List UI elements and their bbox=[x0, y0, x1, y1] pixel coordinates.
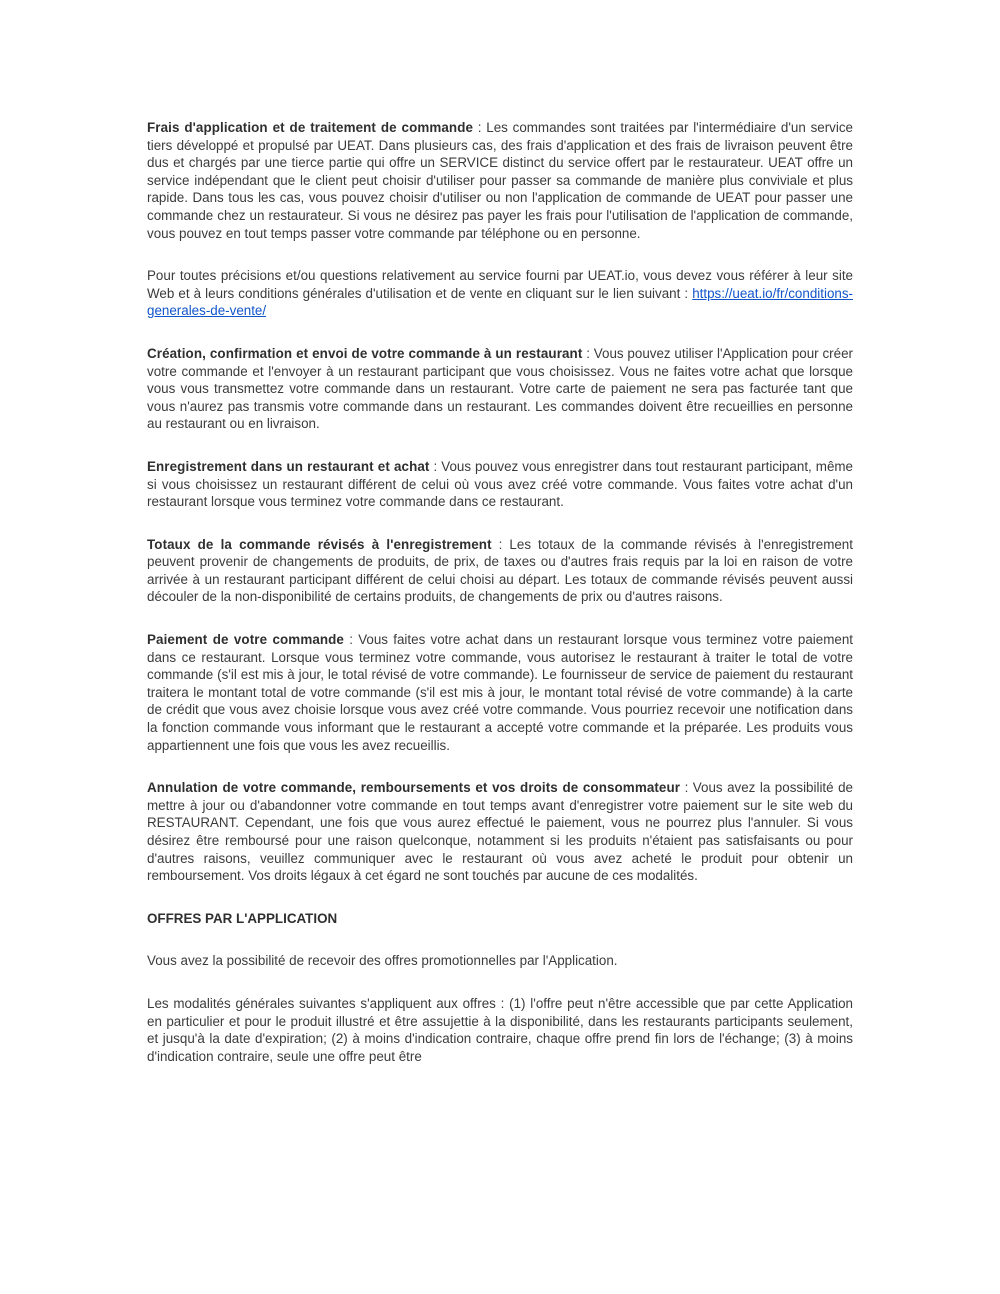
paragraph-lead-annulation-commande: Annulation de votre commande, remboursements et vos droits de consommateur bbox=[147, 780, 681, 796]
paragraph-creation-commande bbox=[147, 345, 853, 433]
paragraph-totaux-revises bbox=[147, 536, 853, 606]
paragraph-body-frais-application: : Les commandes sont traitées par l'intermédiaire d'un service tiers développé et propulsé par UEAT. Dans plusieurs cas, des frais d'application et des frais de livraison peuvent être dus et chargés par une tierce partie qui offre un SERVICE distinct du service offert par le restaurateur. UEAT offre un service indépendant que le client peut choisir d'utiliser pour passer sa commande de manière plus conviviale et plus rapide. Dans tous les cas, vous pouvez choisir d'utiliser ou non l'application de commande de UEAT pour passer une commande chez un restaurateur. Si vous ne désirez pas payer les frais pour l'utilisation de l'application de commande, vous pouvez en tout temps passer votre commande par téléphone ou en personne. bbox=[147, 120, 853, 241]
conditions-generales-link[interactable]: https://ueat.io/fr/conditions-generales-de-vente/ bbox=[147, 285, 853, 319]
section-heading-offres-application: OFFRES PAR L'APPLICATION bbox=[147, 910, 338, 926]
paragraph-paiement-commande bbox=[147, 631, 853, 754]
paragraph-lead-enregistrement-restaurant: Enregistrement dans un restaurant et achat bbox=[147, 458, 430, 474]
paragraph-body-precisions-ueat: Pour toutes précisions et/ou questions relativement au service fourni par UEAT.io, vous devez vous référer à leur site Web et à leurs conditions générales d'utilisation et de vente en cliquant sur le lien suivant : bbox=[147, 268, 853, 301]
paragraph-body-modalites-generales: Les modalités générales suivantes s'appliquent aux offres : (1) l'offre peut n'être accessible que par cette Application en particulier et pour le produit illustré et être assujettie à la disponibilité, dans les restaurants participants seulement, et jusqu'à la date d'expiration; (2) à moins d'indication contraire, chaque offre prend fin lors de l'échange; (3) à moins d'indication contraire, seule une offre peut être bbox=[147, 995, 853, 1064]
paragraph-lead-frais-application: Frais d'application et de traitement de commande bbox=[147, 120, 474, 135]
paragraph-body-paiement-commande: : Vous faites votre achat dans un restaurant lorsque vous terminez votre paiement dans ce restaurant. Lorsque vous terminez votre commande, vous autorisez le restaurant à traiter le total de votre commande (s'il est mis à jour, le total révisé de votre commande). Le fournisseur de service de paiement du restaurant traitera le montant total de votre commande (s'il est mis à jour, le montant total révisé de votre commande) à la carte de crédit que vous avez choisie lorsque vous avez créé votre commande. Vous pourriez recevoir une notification dans la fonction commande vous informant que le restaurant a accepté votre commande et la préparée. Les produits vous appartiennent une fois que vous les avez recueillis. bbox=[147, 632, 853, 753]
paragraph-body-totaux-revises: : Les totaux de la commande révisés à l'enregistrement peuvent provenir de changements de produits, de prix, de taxes ou d'autres frais requis par la loi en raison de votre arrivée à un restaurant participant différent de celui choisi au départ. Les totaux de commande révisés peuvent aussi découler de la non-disponibilité de certains produits, de changements de prix ou d'autres raisons. bbox=[147, 536, 853, 605]
paragraph-body-creation-commande: : Vous pouvez utiliser l'Application pour créer votre commande et l'envoyer à un restaurant participant que vous choisissez. Vous ne faites votre achat que lorsque vous vous transmettez votre commande dans un restaurant. Votre carte de paiement ne sera pas facturée tant que vous n'aurez pas transmis votre commande dans un restaurant. Les commandes doivent être recueillies en personne au restaurant ou en livraison. bbox=[147, 345, 853, 432]
paragraph-body-enregistrement-restaurant: : Vous pouvez vous enregistrer dans tout restaurant participant, même si vous choisissez un restaurant différent de celui où vous avez créé votre commande. Vous faites votre achat d'un restaurant lorsque vous terminez votre commande dans ce restaurant. bbox=[147, 458, 853, 510]
paragraph-lead-totaux-revises: Totaux de la commande révisés à l'enregistrement bbox=[147, 536, 492, 552]
paragraph-lead-paiement-commande: Paiement de votre commande bbox=[147, 632, 344, 648]
paragraph-enregistrement-restaurant bbox=[147, 458, 853, 511]
paragraph-offres-promotionnelles bbox=[147, 952, 853, 970]
paragraph-frais-application bbox=[147, 119, 853, 242]
paragraph-modalites-generales bbox=[147, 995, 853, 1065]
paragraph-body-annulation-commande: : Vous avez la possibilité de mettre à jour ou d'abandonner votre commande en tout temps avant d'enregistrer votre paiement sur le site web du RESTAURANT. Cependant, une fois que vous aurez effectué le paiement, vous ne pourrez plus l'annuler. Si vous désirez être remboursé pour une raison quelconque, notamment si les produits n'étaient pas satisfaisants ou pour d'autres raisons, veuillez communiquer avec le restaurant où vous avez acheté le produit pour obtenir un remboursement. Vos droits légaux à cet égard ne sont touchés par aucune de ces modalités. bbox=[147, 780, 853, 884]
paragraph-annulation-commande bbox=[147, 779, 853, 885]
paragraph-precisions-ueat bbox=[147, 267, 853, 320]
paragraph-lead-creation-commande: Création, confirmation et envoi de votre commande à un restaurant bbox=[147, 345, 583, 361]
paragraph-body-offres-promotionnelles: Vous avez la possibilité de recevoir des offres promotionnelles par l'Application. bbox=[147, 953, 618, 969]
